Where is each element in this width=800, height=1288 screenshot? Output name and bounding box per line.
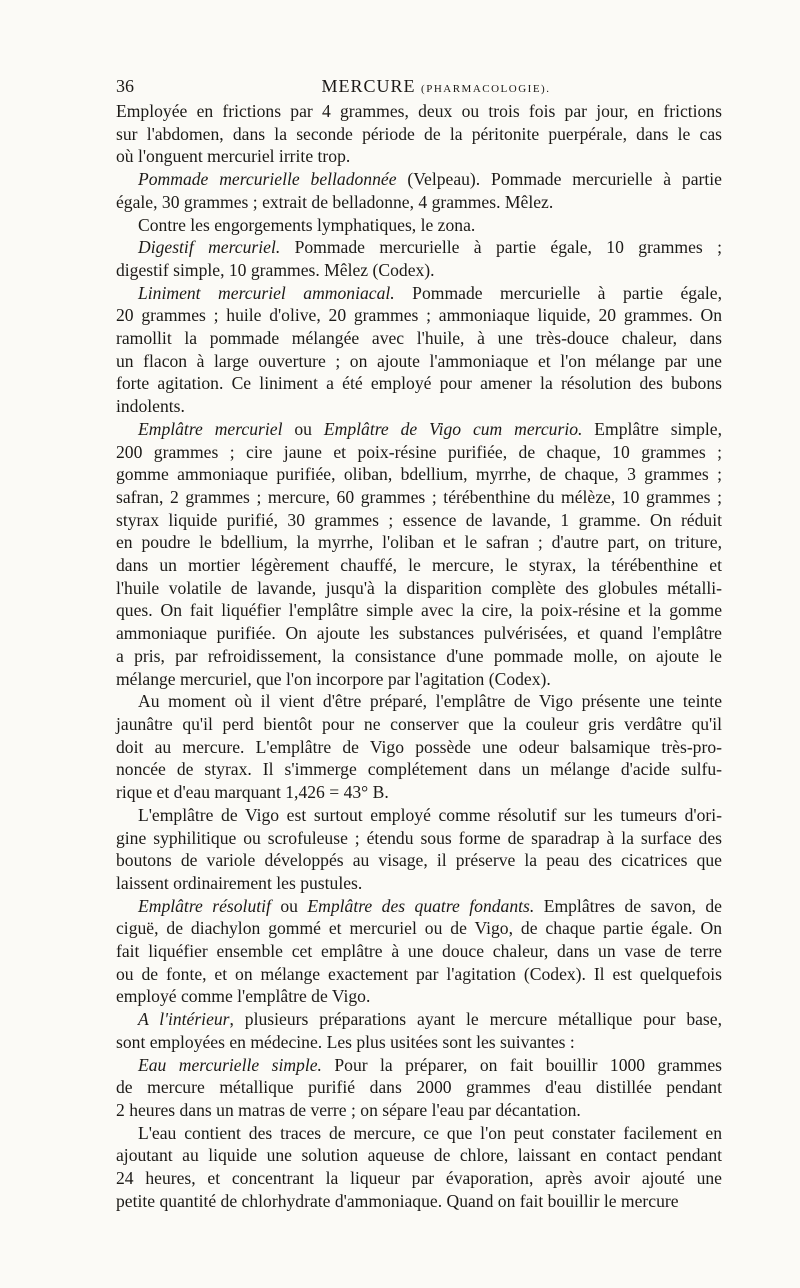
- line-text: Pommade mercurielle à partie égale,: [394, 282, 723, 303]
- text-line: [116, 940, 722, 963]
- text-line: [116, 372, 722, 395]
- line-text: ou: [282, 418, 324, 439]
- text-line: [116, 214, 722, 237]
- line-text: ou de fonte, et on mélange exactement par l'agitation (Codex). Il est quelquefois: [116, 963, 722, 984]
- text-line: [116, 849, 722, 872]
- text-line: [116, 1076, 722, 1099]
- line-text: l'huile volatile de lavande, jusqu'à la disparition complète des globules métalli-: [116, 577, 722, 598]
- line-text: gomme ammoniaque purifiée, oliban, bdellium, myrrhe, de chaque, 3 grammes ;: [116, 464, 722, 485]
- text-line: [116, 1031, 722, 1054]
- text-line: [116, 736, 722, 759]
- italic-term: Digestif mercuriel.: [138, 237, 281, 258]
- line-text: ou: [270, 895, 308, 916]
- line-text: égale, 30 grammes ; extrait de belladonne, 4 grammes. Mêlez.: [116, 191, 554, 212]
- text-line: [116, 1008, 722, 1031]
- text-line: [116, 577, 722, 600]
- text-line: [116, 713, 722, 736]
- line-text: Contre les engorgements lymphatiques, le zona.: [138, 214, 476, 235]
- text-line: [116, 985, 722, 1008]
- text-line: [116, 963, 722, 986]
- line-text: Pommade mercurielle à partie égale, 10 grammes ;: [280, 237, 722, 258]
- text-line: [116, 1122, 722, 1145]
- italic-term: A l'intérieur: [138, 1009, 230, 1030]
- line-text: employé comme l'emplâtre de Vigo.: [116, 986, 371, 1007]
- running-title-main: MERCURE: [321, 76, 416, 96]
- line-text: digestif simple, 10 grammes. Mêlez (Codex).: [116, 259, 435, 280]
- line-text: 24 heures, et concentrant la liqueur par évaporation, après avoir ajouté une: [116, 1168, 722, 1189]
- page-number: 36: [116, 76, 134, 96]
- italic-term: Pommade mercurielle belladonnée: [138, 169, 397, 190]
- page-body: [116, 100, 722, 1212]
- text-line: [116, 168, 722, 191]
- text-line: [116, 1144, 722, 1167]
- running-title: [116, 76, 756, 97]
- line-text: jaunâtre qu'il perd bientôt pour ne conserver que la couleur gris verdâtre qu'il: [116, 713, 722, 734]
- italic-term: Eau mercurielle simple.: [138, 1054, 322, 1075]
- text-line: [116, 441, 722, 464]
- line-text: sont employées en médecine. Les plus usitées sont les suivantes :: [116, 1031, 575, 1052]
- text-line: [116, 781, 722, 804]
- text-line: [116, 690, 722, 713]
- line-text: noncée de styrax. Il s'immerge complétement dans un mélange d'acide sulfu-: [116, 759, 722, 780]
- line-text: 200 grammes ; cire jaune et poix-résine purifiée, de chaque, 10 grammes ;: [116, 441, 722, 462]
- text-line: [116, 531, 722, 554]
- line-text: 20 grammes ; huile d'olive, 20 grammes ; ammoniaque liquide, 20 grammes. On: [116, 305, 722, 326]
- line-text: (Velpeau). Pommade mercurielle à partie: [396, 169, 722, 190]
- line-text: ramollit la pommade mélangée avec l'huile, à une très-douce chaleur, dans: [116, 328, 722, 349]
- line-text: petite quantité de chlorhydrate d'ammoniaque. Quand on fait bouillir le mercure: [116, 1190, 679, 1211]
- line-text: fait liquéfier ensemble cet emplâtre à une douce chaleur, dans un vase de terre: [116, 941, 722, 962]
- italic-term: Liniment mercuriel ammoniacal.: [138, 282, 395, 303]
- text-line: [116, 895, 722, 918]
- line-text: L'emplâtre de Vigo est surtout employé comme résolutif sur les tumeurs d'ori-: [138, 804, 722, 825]
- line-text: mélange mercuriel, que l'on incorpore par l'agitation (Codex).: [116, 668, 551, 689]
- italic-term: Emplâtre des quatre fondants.: [307, 895, 535, 916]
- line-text: safran, 2 grammes ; mercure, 60 grammes ; térébenthine du mélèze, 10 grammes ;: [116, 486, 722, 507]
- text-line: [116, 100, 722, 123]
- line-text: sur l'abdomen, dans la seconde période de la péritonite puerpérale, dans le cas: [116, 123, 722, 144]
- line-text: dans un mortier légèrement chauffé, le mercure, le styrax, la térébenthine et: [116, 555, 722, 576]
- text-line: [116, 418, 722, 441]
- line-text: un flacon à large ouverture ; on ajoute l'ammoniaque et l'on mélange par une: [116, 350, 722, 371]
- text-line: [116, 191, 722, 214]
- text-line: [116, 622, 722, 645]
- line-text: laissent ordinairement les pustules.: [116, 872, 363, 893]
- text-line: [116, 917, 722, 940]
- page-header: [116, 76, 756, 100]
- line-text: , plusieurs préparations ayant le mercure métallique pour base,: [229, 1009, 722, 1030]
- line-text: ajoutant au liquide une solution aqueuse de chlore, laissant en contact pendant: [116, 1145, 722, 1166]
- text-line: [116, 350, 722, 373]
- line-text: ques. On fait liquéfier l'emplâtre simple avec la cire, la poix-résine et la gomme: [116, 600, 722, 621]
- text-line: [116, 827, 722, 850]
- text-line: [116, 123, 722, 146]
- line-text: en poudre le bdellium, la myrrhe, l'oliban et le safran ; d'autre part, on triture,: [116, 532, 722, 553]
- line-text: Au moment où il vient d'être préparé, l'emplâtre de Vigo présente une teinte: [138, 691, 722, 712]
- text-line: [116, 282, 722, 305]
- text-line: [116, 304, 722, 327]
- text-line: [116, 758, 722, 781]
- text-line: [116, 872, 722, 895]
- line-text: rique et d'eau marquant 1,426 = 43° B.: [116, 782, 389, 803]
- text-line: [116, 645, 722, 668]
- text-line: [116, 668, 722, 691]
- line-text: ciguë, de diachylon gommé et mercuriel ou de Vigo, de chaque partie égale. On: [116, 918, 722, 939]
- line-text: Pour la préparer, on fait bouillir 1000 grammes: [321, 1054, 722, 1075]
- text-line: [116, 1099, 722, 1122]
- line-text: ammoniaque purifiée. On ajoute les substances pulvérisées, et quand l'emplâtre: [116, 623, 722, 644]
- line-text: L'eau contient des traces de mercure, ce que l'on peut constater facilement en: [138, 1122, 722, 1143]
- text-line: [116, 395, 722, 418]
- line-text: styrax liquide purifié, 30 grammes ; essence de lavande, 1 gramme. On réduit: [116, 509, 722, 530]
- line-text: doit au mercure. L'emplâtre de Vigo possède une odeur balsamique très-pro-: [116, 736, 722, 757]
- line-text: Employée en frictions par 4 grammes, deux ou trois fois par jour, en frictions: [116, 101, 722, 121]
- running-title-sub: (PHARMACOLOGIE).: [421, 83, 551, 95]
- italic-term: Emplâtre résolutif: [138, 895, 271, 916]
- text-line: [116, 804, 722, 827]
- text-line: [116, 145, 722, 168]
- text-line: [116, 509, 722, 532]
- text-line: [116, 463, 722, 486]
- italic-term: Emplâtre mercuriel: [138, 418, 283, 439]
- text-line: [116, 486, 722, 509]
- line-text: de mercure métallique purifié dans 2000 grammes d'eau distillée pendant: [116, 1077, 722, 1098]
- text-line: [116, 554, 722, 577]
- text-line: [116, 1054, 722, 1077]
- line-text: gine syphilitique ou scrofuleuse ; étendu sous forme de sparadrap à la surface des: [116, 827, 722, 848]
- text-line: [116, 1167, 722, 1190]
- text-line: [116, 327, 722, 350]
- line-text: Emplâtre simple,: [582, 418, 723, 439]
- line-text: a pris, par refroidissement, la consistance d'une pommade molle, on ajoute le: [116, 645, 722, 666]
- italic-term: Emplâtre de Vigo cum mercurio.: [323, 418, 583, 439]
- line-text: Emplâtres de savon, de: [534, 895, 722, 916]
- text-line: [116, 1190, 722, 1213]
- line-text: forte agitation. Ce liniment a été employé pour amener la résolution des bubons: [116, 373, 722, 394]
- text-line: [116, 259, 722, 282]
- line-text: 2 heures dans un matras de verre ; on sépare l'eau par décantation.: [116, 1099, 581, 1120]
- line-text: indolents.: [116, 396, 185, 417]
- text-line: [116, 599, 722, 622]
- line-text: boutons de variole développés au visage, il préserve la peau des cicatrices que: [116, 850, 722, 871]
- line-text: où l'onguent mercuriel irrite trop.: [116, 146, 351, 167]
- text-line: [116, 236, 722, 259]
